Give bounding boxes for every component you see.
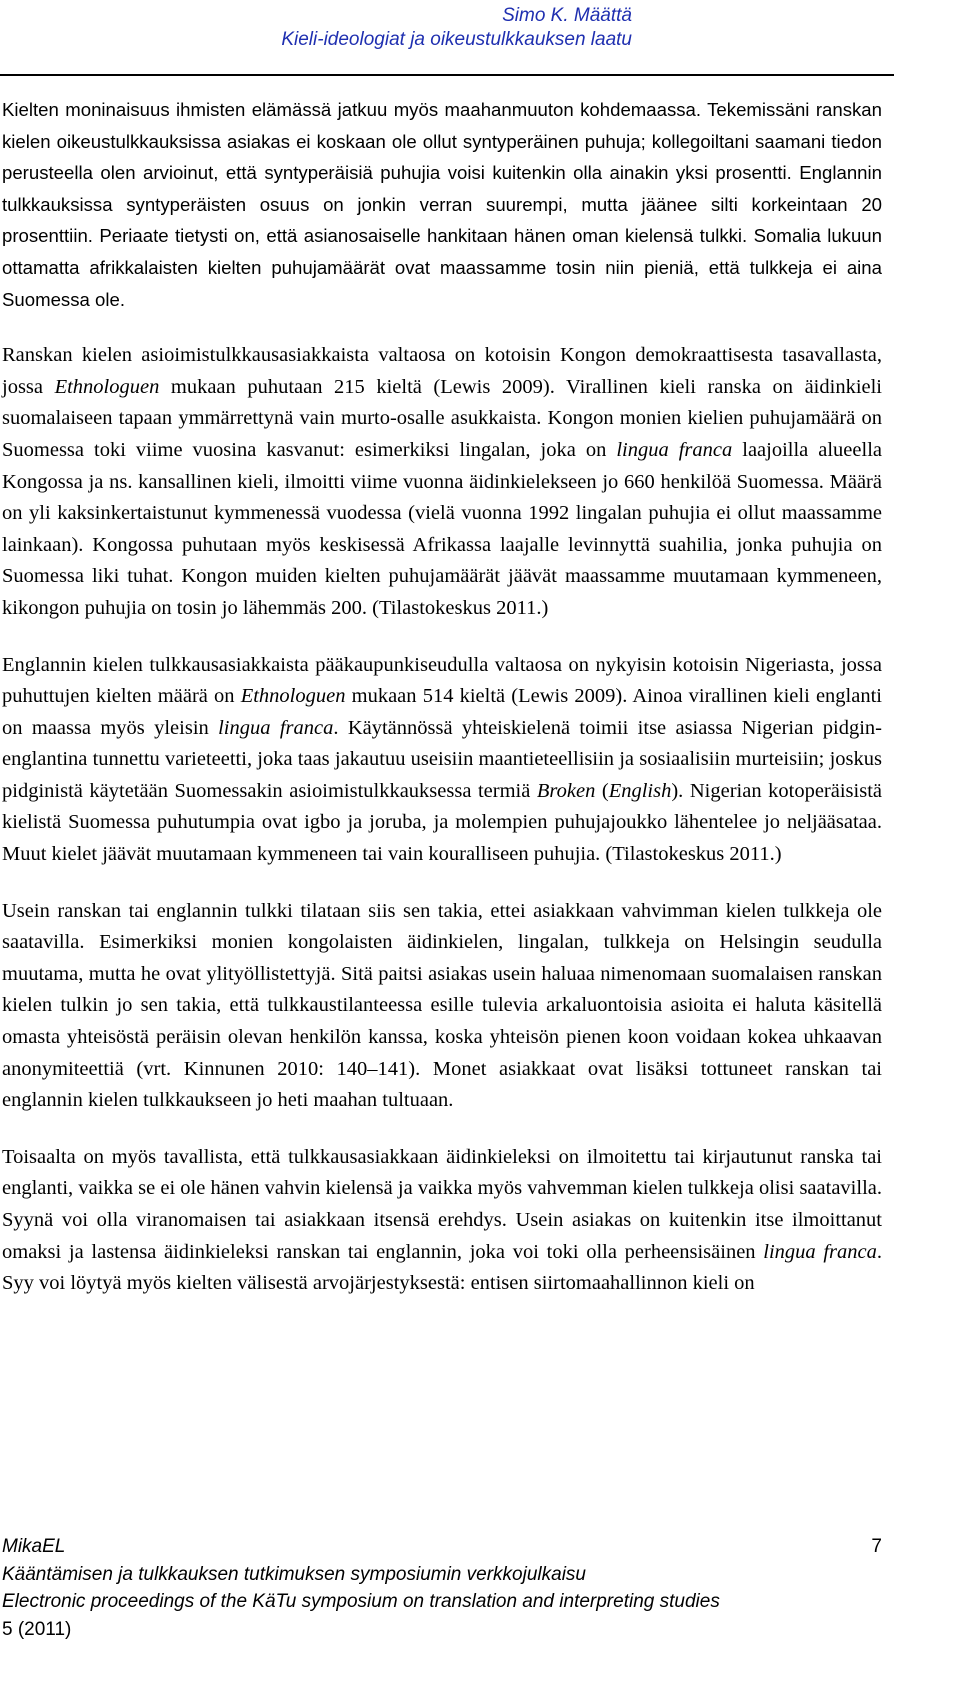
paragraph-2-italic-1: Ethnologuen — [54, 375, 160, 398]
paragraph-5-text-a: Toisaalta on myös tavallista, että tulkkausasiakkaan äidinkieleksi on ilmoitettu tai kirjautunut ranska tai englanti, vaikka se ei ole hänen vahvin kielensä ja vaikka myös vahvemman kielen tulkkeja olisi saatavilla. Syynä voi olla viranomaisen tai asiakkaan itsensä erehdys. Usein asiakas on kuitenkin itse ilmoittanut omaksi ja lastensa äidinkieleksi ranskan tai englannin, joka voi toki olla perheensisäinen — [2, 1145, 882, 1263]
paragraph-2-text-a: Ranskan kielen asioimistulkkausasiakkaista valtaosa on kotoisin Kongon demokraattisesta tasavallasta, jossa — [2, 344, 882, 398]
article-body — [2, 94, 882, 1325]
paragraph-1-text-b: prosenttiin. Periaate tietysti on, että asianosaiselle hankitaan hänen oman kielensä tulkki. Somalia lukuun ottamatta afrikkalaisten kielten puhujamäärät ovat maassamme tosin niin pieniä, että tulkkeja ei aina Suomessa ole. — [2, 225, 882, 310]
paragraph-2 — [2, 340, 882, 624]
footer-series-en: Electronic proceedings of the KäTu symposium on translation and interpreting studies — [2, 1591, 720, 1612]
paragraph-3 — [2, 650, 882, 871]
footer-volume: 5 (2011) — [2, 1618, 72, 1640]
header-rule — [0, 74, 894, 76]
footer-series-fi: Kääntämisen ja tulkkauksen tutkimuksen symposiumin verkkojulkaisu — [2, 1563, 586, 1585]
paragraph-2-text-c: laajoilla alueella Kongossa ja ns. kansallinen kieli, ilmoitti viime vuonna äidinkielekseen jo 660 henkilöä Suomessa. Määrä on yli kaksinkertaistunut kymmenessä vuodessa (vielä vuonna 1992 lingalan puhujia ei ollut maassamme lainkaan). Kongossa puhutaan myös keskisessä Afrikassa laajalle levinnyttä suahilia, jonka puhujia on Suomessa liki tuhat. Kongon muiden kielten puhujamäärät jäävät maassamme muutamaan kymmeneen, kikongon puhujia on tosin jo lähemmäs 200. (Tilastokeskus 2011.) — [2, 438, 882, 619]
paragraph-3-text-a: Englannin kielen tulkkausasiakkaista pääkaupunkiseudulla valtaosa on nykyisin kotoisin Nigeriasta, jossa puhuttujen kielten määrä on — [2, 653, 882, 708]
running-header — [281, 4, 632, 52]
footer-publication: MikaEL — [2, 1536, 66, 1557]
paragraph-3-text-e: ). Nigerian kotoperäisistä kielistä Suomessa puhutumpia ovat igbo ja joruba, ja molempien puhujajoukko lähentelee jo neljääsataa. Muut kielet jäävät muutamaan kymmeneen tai vain kouralliseen puhujia. (Tilastokeskus 2011.) — [2, 779, 882, 866]
paragraph-1-text-a: Kielten moninaisuus ihmisten elämässä jatkuu myös maahanmuuton kohdemaassa. Tekemissäni ranskan kielen oikeustulkkauksissa asiakas ei koskaan ole ollut syntyperäinen puhuja; kollegoiltani saamani tiedon perusteella olen arvioinut, että syntyperäisiä puhujia voisi kuitenkin olla ainakin yksi prosentti. Englannin tulkkauksissa syntyperäisten osuus on jonkin verran suurempi, mutta jäänee silti korkeintaan 20 — [2, 99, 882, 215]
paragraph-3-italic-2: lingua franca — [218, 716, 334, 739]
paragraph-5-text-b: . Syy voi löytyä myös kielten välisestä arvojärjestyksestä: entisen siirtomaahallinnon kieli on — [2, 1240, 882, 1295]
paragraph-2-italic-2: lingua franca — [616, 438, 733, 461]
page-number: 7 — [871, 1536, 882, 1557]
paragraph-4: Usein ranskan tai englannin tulkki tilataan siis sen takia, ettei asiakkaan vahvimman kielen tulkkeja ole saatavilla. Esimerkiksi monien kongolaisten äidinkielen, lingalan, tulkkeja on Helsingin seudulla muutama, mutta he ovat ylityöllistettyjä. Sitä paitsi asiakas usein haluaa nimenomaan suomalaisen ranskan kielen tulkin jo sen takia, että tulkkaustilanteessa esille tulevia arkaluontoisia asioita ei haluta käsitellä omasta yhteisöstä peräisin olevan henkilön kanssa, koska yhteisön pienen koon voidaan kokea uhkaavan anonymiteettiä (vrt. Kinnunen 2010: 140–141). Monet asiakkaat ovat lisäksi tottuneet ranskan tai englannin kielen tulkkaukseen jo heti maahan tultuaan. — [2, 899, 882, 1112]
header-author: Simo K. Määttä — [502, 5, 632, 26]
paragraph-5 — [2, 1142, 882, 1300]
paragraph-2-text-b: mukaan puhutaan 215 kieltä (Lewis 2009). Virallinen kieli ranska on äidinkieli suomalaiseen tapaan ymmärrettynä vain murto-osalle asukkaista. Kongon monien kielien puhujamäärä on Suomessa toki viime vuosina kasvanut: esimerkiksi lingalan, joka on — [2, 375, 883, 461]
paragraph-3-italic-4: English — [608, 779, 672, 802]
header-title: Kieli-ideologiat ja oikeustulkkauksen laatu — [281, 29, 632, 50]
paragraph-1 — [2, 94, 882, 315]
paragraph-3-text-d: ( — [595, 779, 609, 802]
paragraph-3-text-c: . Käytännössä yhteiskielenä toimii itse asiassa Nigerian pidgin-englantina tunnettu varieteetti, joka taas jakautuu useisiin maantieteellisiin ja sosiaalisiin murteisiin; joskus pidginistä käytetään Suomessakin asioimistulkkauksessa termiä — [2, 716, 882, 802]
paragraph-5-italic-1: lingua franca — [763, 1240, 877, 1263]
paragraph-3-italic-1: Ethnologuen — [240, 685, 346, 708]
paragraph-3-text-b: mukaan 514 kieltä (Lewis 2009). Ainoa virallinen kieli englanti on maassa myös yleisin — [2, 685, 882, 739]
paragraph-3-italic-3: Broken — [536, 779, 596, 802]
page-footer — [2, 1533, 882, 1643]
